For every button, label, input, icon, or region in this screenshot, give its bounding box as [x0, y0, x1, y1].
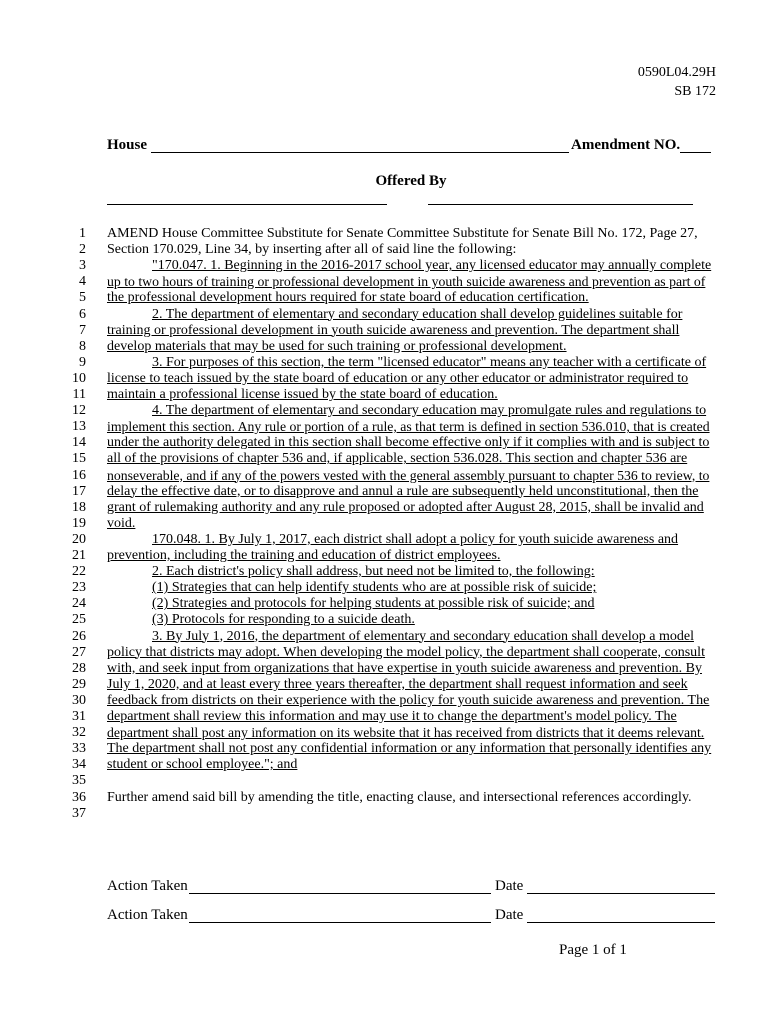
document-line: [60, 677, 720, 693]
line-text: up to two hours of training or professional development in youth suicide awareness and prevention as part of: [107, 274, 706, 290]
document-line: [60, 419, 720, 435]
line-text: July 1, 2020, and at least every three years thereafter, the department shall request information and seek: [107, 676, 688, 692]
document-line: [60, 323, 720, 339]
line-text: Section 170.029, Line 34, by inserting after all of said line the following:: [107, 242, 517, 258]
line-text: department shall review this information and may use it to change the department's model policy. The: [107, 709, 677, 724]
line-text: The department shall not post any confidential information or any information that personally identifies any: [107, 741, 712, 757]
line-number: 19: [72, 515, 86, 531]
line-text: grant of rulemaking authority and any rule proposed or adopted after August 28, 2015, shall be invalid and: [107, 499, 704, 515]
action-taken-row-1: [107, 878, 717, 896]
line-number: 14: [72, 435, 86, 451]
line-number: 20: [72, 531, 86, 547]
line-text: implement this section. Any rule or portion of a rule, as that term is defined in section 536.010, that is created: [107, 419, 710, 435]
document-line: [60, 387, 720, 403]
document-line: [60, 242, 720, 258]
line-text: AMEND House Committee Substitute for Senate Committee Substitute for Senate Bill No. 172, Page 27,: [107, 226, 698, 241]
line-number: 22: [72, 564, 86, 580]
document-line: [60, 596, 720, 612]
date-blank: [527, 893, 715, 894]
document-line: [60, 484, 720, 500]
offered-by-signature-line-1: [107, 204, 387, 205]
house-blank-line: [151, 152, 569, 153]
page-number: Page 1 of 1: [559, 942, 627, 958]
house-label: House: [107, 137, 148, 153]
document-id: 0590L04.29H: [637, 65, 716, 80]
document-line: [60, 339, 720, 355]
document-line: [60, 709, 720, 725]
document-line: [60, 451, 720, 467]
line-text: training or professional development in youth suicide awareness and prevention. The department shall: [107, 322, 680, 338]
bill-number: SB 172: [674, 84, 716, 99]
line-text: prevention, including the training and education of district employees.: [107, 548, 501, 563]
document-line: [60, 725, 720, 741]
line-number: 27: [72, 644, 86, 660]
line-text: the professional development hours required for state board of education certification.: [107, 290, 589, 306]
line-number: 18: [72, 499, 86, 515]
document-line: [60, 612, 720, 628]
document-line: [60, 468, 720, 484]
line-number: 17: [72, 483, 86, 499]
line-text: license to teach issued by the state board of education or any other educator or administrator required to: [107, 370, 689, 386]
document-line: [60, 258, 720, 274]
document-line: [60, 661, 720, 677]
document-line: [60, 645, 720, 661]
document-line: [60, 741, 720, 757]
line-number: 10: [72, 370, 86, 386]
document-line: [60, 435, 720, 451]
line-number: 16: [72, 467, 86, 483]
line-text: "170.047. 1. Beginning in the 2016-2017 school year, any licensed educator may annually complete: [152, 258, 712, 274]
line-number: 34: [72, 757, 86, 773]
line-text: develop materials that may be used for such training or professional development.: [107, 338, 567, 354]
document-line: [60, 516, 720, 532]
line-text: 2. Each district's policy shall address, but need not be limited to, the following:: [152, 564, 595, 580]
line-number: 2: [79, 242, 86, 258]
line-number: 28: [72, 660, 86, 676]
line-text: 3. By July 1, 2016, the department of elementary and secondary education shall develop a model: [152, 628, 694, 644]
document-line: [60, 790, 720, 806]
line-text: 170.048. 1. By July 1, 2017, each district shall adopt a policy for youth suicide awareness and: [152, 531, 679, 547]
house-amendment-row: [107, 137, 711, 155]
line-text: Further amend said bill by amending the title, enacting clause, and intersectional references accordingly.: [107, 789, 692, 805]
line-text: department shall post any information on its website that it has received from districts that it deems relevant.: [107, 725, 705, 741]
document-line: [60, 403, 720, 419]
action-taken-label: Action Taken: [107, 878, 188, 894]
line-number: 12: [72, 403, 86, 419]
line-number: 36: [72, 789, 86, 805]
offered-by-label: Offered By: [375, 173, 447, 189]
line-number: 32: [72, 725, 86, 741]
document-line: [60, 371, 720, 387]
line-number: 33: [72, 741, 86, 757]
line-text: (3) Protocols for responding to a suicide death.: [152, 612, 415, 628]
document-line: [60, 757, 720, 773]
line-number: 23: [72, 580, 86, 596]
line-number: 15: [72, 451, 86, 467]
line-number: 37: [72, 805, 86, 821]
line-number: 11: [72, 387, 86, 402]
action-taken-blank: [189, 893, 491, 894]
line-number: 6: [79, 306, 86, 322]
line-number: 1: [79, 226, 86, 241]
line-text: under the authority delegated in this section shall become effective only if it complies with and is subject to: [107, 435, 710, 451]
document-line: [60, 548, 720, 564]
line-text: (2) Strategies and protocols for helping students at possible risk of suicide; and: [152, 596, 595, 612]
line-text: 3. For purposes of this section, the term "licensed educator" means any teacher with a certificate of: [152, 354, 707, 370]
document-line: [60, 629, 720, 645]
line-text: student or school employee."; and: [107, 757, 298, 773]
action-taken-blank: [189, 922, 491, 923]
line-text: maintain a professional license issued by the state board of education.: [107, 387, 498, 402]
line-number: 4: [79, 274, 86, 290]
line-number: 9: [79, 354, 86, 370]
line-number: 31: [72, 709, 86, 724]
action-taken-row-2: [107, 907, 717, 925]
line-number: 30: [72, 692, 86, 708]
document-line: [60, 806, 720, 822]
document-line: [60, 532, 720, 548]
line-number: 24: [72, 596, 86, 612]
document-line: [60, 500, 720, 516]
document-line: [60, 693, 720, 709]
date-label: Date: [495, 878, 524, 894]
document-line: [60, 564, 720, 580]
line-text: all of the provisions of chapter 536 and, if applicable, section 536.028. This section and chapter 536 are: [107, 451, 688, 467]
document-line: [60, 290, 720, 306]
document-line: [60, 307, 720, 323]
line-number: 21: [72, 548, 86, 563]
line-text: 2. The department of elementary and secondary education shall develop guidelines suitable for: [152, 306, 683, 322]
line-text: delay the effective date, or to disapprove and annul a rule are subsequently held unconstitutional, then the: [107, 483, 699, 499]
line-number: 3: [79, 258, 86, 274]
document-line: [60, 580, 720, 596]
line-number: 8: [79, 338, 86, 354]
document-line: [60, 773, 720, 789]
action-taken-label: Action Taken: [107, 907, 188, 923]
line-text: void.: [107, 515, 136, 531]
line-number: 25: [72, 612, 86, 628]
amendment-number-blank: [680, 152, 711, 153]
line-text: 4. The department of elementary and secondary education may promulgate rules and regulations to: [152, 403, 707, 419]
line-text: policy that districts may adopt. When developing the model policy, the department shall cooperate, consult: [107, 644, 705, 660]
line-text: (1) Strategies that can help identify students who are at possible risk of suicide;: [152, 580, 597, 596]
document-line: [60, 355, 720, 371]
line-number: 35: [72, 773, 86, 789]
document-line: [60, 274, 720, 290]
line-number: 13: [72, 419, 86, 435]
line-number: 29: [72, 676, 86, 692]
amendment-number-label: Amendment NO.: [571, 137, 681, 153]
line-number: 5: [79, 290, 86, 306]
document-line: [60, 226, 720, 242]
date-label: Date: [495, 907, 524, 923]
line-number: 26: [72, 628, 86, 644]
line-number: 7: [79, 322, 86, 338]
offered-by-signature-line-2: [428, 204, 693, 205]
line-text: feedback from districts on their experience with the policy for youth suicide awareness and prevention. The: [107, 692, 710, 708]
line-text: nonseverable, and if any of the powers vested with the general assembly pursuant to chapter 536 to review, to: [107, 467, 710, 483]
date-blank: [527, 922, 715, 923]
line-text: with, and seek input from organizations that have expertise in youth suicide awareness and prevention. By: [107, 660, 702, 676]
